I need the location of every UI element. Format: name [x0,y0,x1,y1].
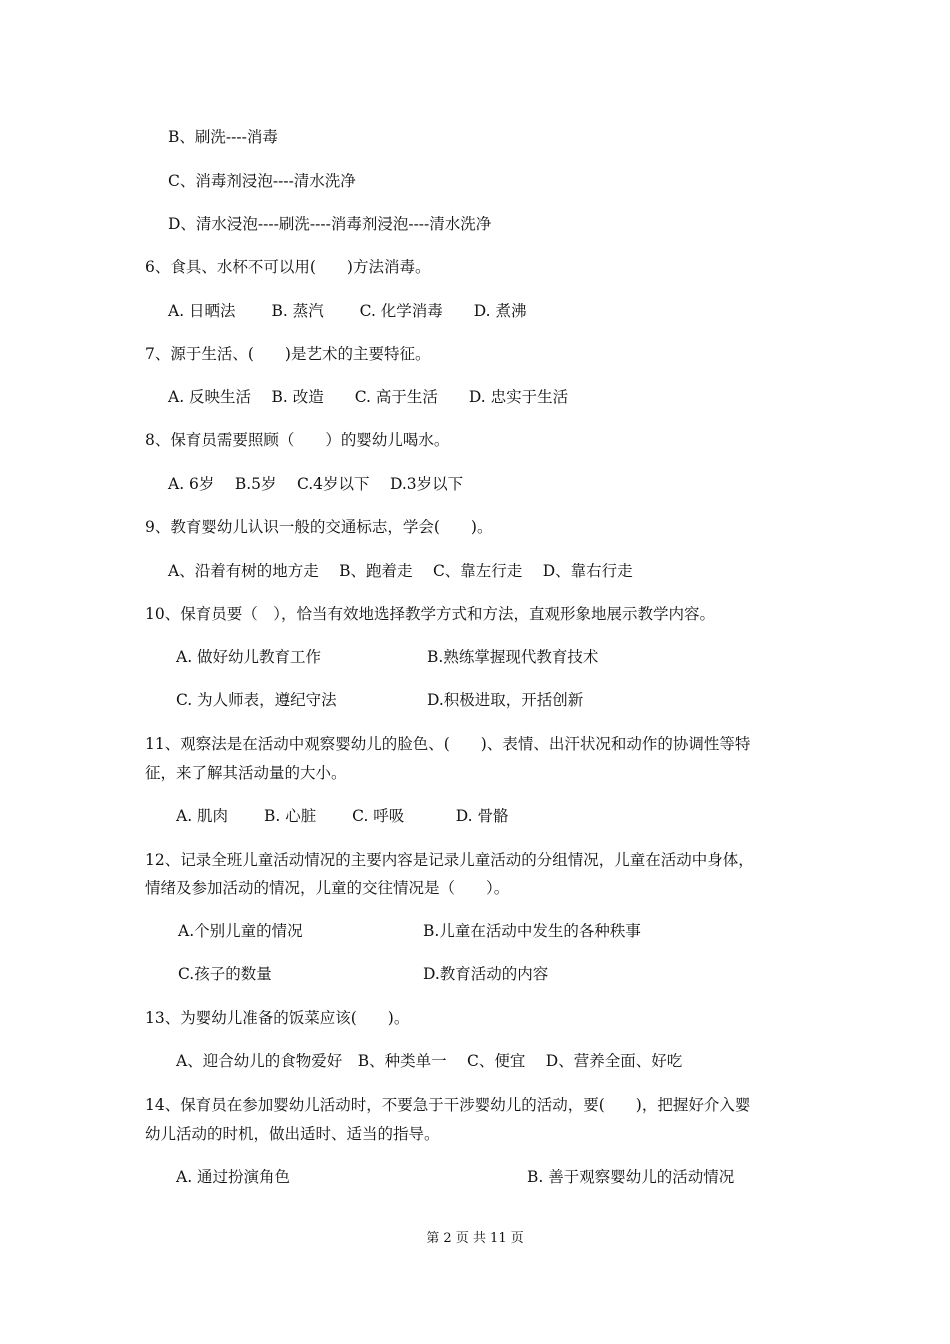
question-11-line-1: 11、观察法是在活动中观察婴幼儿的脸色、( )、表情、出汗状况和动作的协调性等特 [145,735,751,753]
page-footer: 第 2 页 共 11 页 [426,1231,524,1246]
question-13: 13、为婴幼儿准备的饭菜应该( )。 [145,1009,410,1027]
question-10-option-c: C. 为人师表，遵纪守法 [176,691,337,709]
question-14-line-1: 14、保育员在参加婴幼儿活动时，不要急于干涉婴幼儿的活动，要( )，把握好介入婴 [145,1096,751,1114]
question-10-option-d: D.积极进取，开括创新 [427,691,584,709]
question-7-options: A. 反映生活 B. 改造 C. 高于生活 D. 忠实于生活 [168,388,569,406]
question-10-option-b: B.熟练掌握现代教育技术 [427,648,599,666]
question-12-option-b: B.儿童在活动中发生的各种秩事 [423,922,641,940]
question-10: 10、保育员要（ ），恰当有效地选择教学方式和方法，直观形象地展示教学内容。 [145,605,715,623]
question-14-option-b: B. 善于观察婴幼儿的活动情况 [527,1168,735,1186]
q5-option-d: D、清水浸泡----刷洗----消毒剂浸泡----清水洗净 [168,215,492,233]
question-10-option-a: A. 做好幼儿教育工作 [176,648,322,666]
question-8-options: A. 6岁 B.5岁 C.4岁以下 D.3岁以下 [168,475,464,493]
question-9: 9、教育婴幼儿认识一般的交通标志，学会( )。 [145,518,493,536]
question-12-option-a: A.个别儿童的情况 [178,922,303,940]
question-12-line-2: 情绪及参加活动的情况，儿童的交往情况是（ ）。 [145,879,510,897]
question-8: 8、保育员需要照顾（ ）的婴幼儿喝水。 [145,431,450,449]
question-12-option-c: C.孩子的数量 [178,965,272,983]
question-11-options: A. 肌肉 B. 心脏 C. 呼吸 D. 骨骼 [176,807,509,825]
question-14-line-2: 幼儿活动的时机，做出适时、适当的指导。 [145,1125,440,1143]
question-7: 7、源于生活、( )是艺术的主要特征。 [145,345,431,363]
question-11-line-2: 征，来了解其活动量的大小。 [145,764,347,782]
question-12-line-1: 12、记录全班儿童活动情况的主要内容是记录儿童活动的分组情况，儿童在活动中身体， [145,851,754,869]
question-6-options: A. 日晒法 B. 蒸汽 C. 化学消毒 D. 煮沸 [168,302,527,320]
question-12-option-d: D.教育活动的内容 [423,965,549,983]
question-6: 6、食具、水杯不可以用( )方法消毒。 [145,258,431,276]
q5-option-c: C、消毒剂浸泡----清水洗净 [168,172,356,190]
question-14-option-a: A. 通过扮演角色 [176,1168,291,1186]
question-9-options: A、沿着有树的地方走 B、跑着走 C、靠左行走 D、靠右行走 [168,562,633,580]
q5-option-b: B、刷洗----消毒 [168,128,278,146]
question-13-options: A、迎合幼儿的食物爱好 B、种类单一 C、便宜 D、营养全面、好吃 [176,1052,683,1070]
